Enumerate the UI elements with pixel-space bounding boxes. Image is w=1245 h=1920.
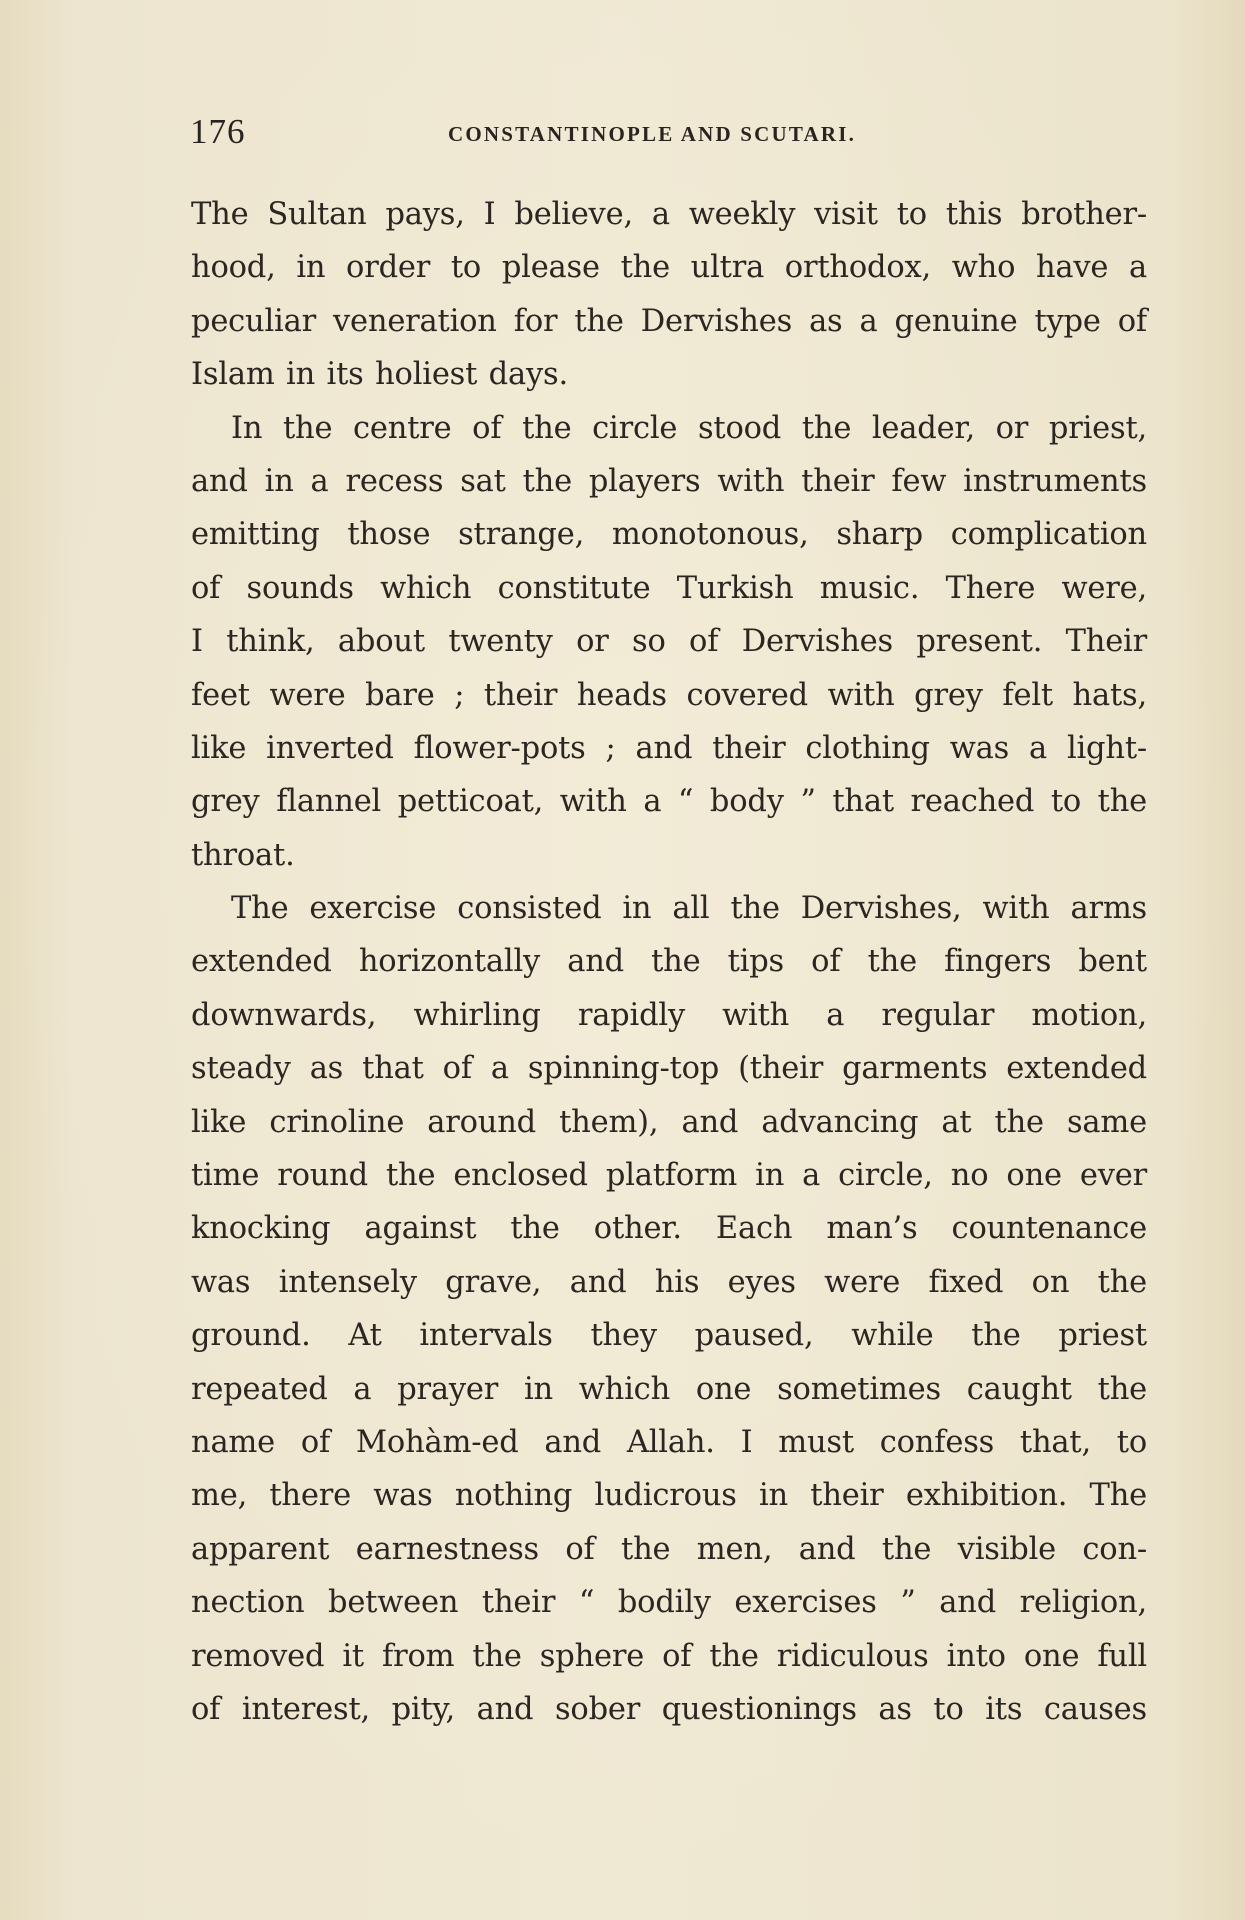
text-line: steady as that of a spinning-top (their garments extended bbox=[191, 1051, 1147, 1087]
text-line: like inverted flower-pots ; and their clothing was a light- bbox=[191, 730, 1147, 766]
paragraph-3 bbox=[191, 882, 1147, 1736]
text-line: like crinoline around them), and advancing at the same bbox=[191, 1104, 1147, 1140]
text-line: ground. At intervals they paused, while the priest bbox=[191, 1318, 1147, 1354]
text-line: In the centre of the circle stood the leader, or priest, bbox=[231, 410, 1147, 446]
text-line: The exercise consisted in all the Dervishes, with arms bbox=[231, 891, 1147, 927]
text-line: time round the enclosed platform in a circle, no one ever bbox=[191, 1158, 1147, 1194]
page-number: 176 bbox=[190, 112, 246, 151]
text-line: nection between their “ bodily exercises ” and religion, bbox=[191, 1585, 1147, 1621]
paragraph-1 bbox=[191, 188, 1147, 402]
text-line: throat. bbox=[191, 837, 295, 873]
text-line: downwards, whirling rapidly with a regular motion, bbox=[191, 997, 1147, 1033]
text-line: repeated a prayer in which one sometimes caught the bbox=[191, 1371, 1147, 1407]
text-line: peculiar veneration for the Dervishes as a genuine type of bbox=[191, 303, 1147, 339]
text-line: The Sultan pays, I believe, a weekly visit to this brother- bbox=[191, 197, 1147, 232]
text-line: emitting those strange, monotonous, sharp complication bbox=[191, 517, 1147, 553]
text-line: feet were bare ; their heads covered with grey felt hats, bbox=[191, 677, 1147, 713]
page-header bbox=[190, 112, 1150, 156]
text-line: extended horizontally and the tips of the fingers bent bbox=[191, 944, 1147, 980]
running-title: CONSTANTINOPLE AND SCUTARI. bbox=[448, 122, 857, 146]
text-line: I think, about twenty or so of Dervishes present. Their bbox=[191, 624, 1147, 660]
text-line: knocking against the other. Each man’s countenance bbox=[191, 1211, 1147, 1247]
text-line: apparent earnestness of the men, and the visible con- bbox=[191, 1531, 1147, 1567]
text-line: was intensely grave, and his eyes were fixed on the bbox=[191, 1264, 1147, 1300]
text-line: and in a recess sat the players with their few instruments bbox=[191, 463, 1147, 499]
text-line: hood, in order to please the ultra orthodox, who have a bbox=[191, 250, 1147, 286]
text-line: of sounds which constitute Turkish music. There were, bbox=[191, 570, 1147, 606]
paragraph-2 bbox=[191, 402, 1147, 883]
body-text bbox=[191, 188, 1147, 1736]
text-line: removed it from the sphere of the ridiculous into one full bbox=[191, 1638, 1147, 1674]
text-line: of interest, pity, and sober questionings as to its causes bbox=[191, 1691, 1147, 1727]
text-line: grey flannel petticoat, with a “ body ” that reached to the bbox=[191, 784, 1147, 820]
text-line: Islam in its holiest days. bbox=[191, 357, 568, 393]
text-line: me, there was nothing ludicrous in their exhibition. The bbox=[191, 1478, 1147, 1514]
text-line: name of Mohàm-ed and Allah. I must confess that, to bbox=[191, 1424, 1147, 1460]
